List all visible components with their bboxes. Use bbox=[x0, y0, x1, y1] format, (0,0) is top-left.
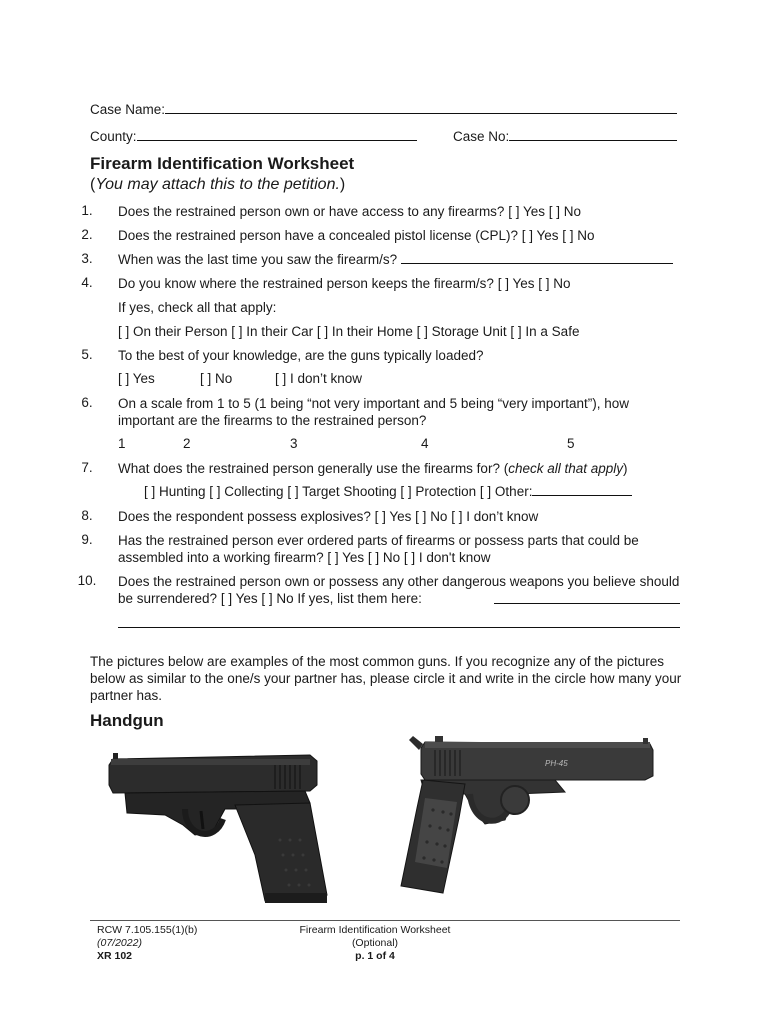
footer-rcw: RCW 7.105.155(1)(b) bbox=[97, 924, 198, 936]
glock-pistol-image[interactable] bbox=[105, 745, 340, 910]
subtitle-open: ( bbox=[90, 176, 96, 193]
intro-paragraph: The pictures below are examples of the most common guns. If you recognize any of the pictures below as similar to the one/s your partner has, please circle it and write in the circle how many your partner has. bbox=[90, 654, 682, 703]
section-heading-handgun: Handgun bbox=[90, 711, 164, 730]
loaded-no-option[interactable]: [ ] No bbox=[200, 371, 233, 386]
page-title: Firearm Identification Worksheet bbox=[90, 154, 355, 173]
question-text: Does the restrained person have a concealed pistol license (CPL)? [ ] Yes [ ] No bbox=[118, 228, 595, 243]
scale-option-4[interactable]: 4 bbox=[421, 436, 429, 451]
question-number: 8. bbox=[81, 508, 93, 523]
question-number: 4. bbox=[81, 275, 93, 290]
question-text: Does the respondent possess explosives? [ ] Yes [ ] No [ ] I don’t know bbox=[118, 509, 539, 524]
colt-1911-pistol-image[interactable] bbox=[395, 728, 660, 898]
county-field[interactable] bbox=[137, 140, 417, 141]
case-no-row bbox=[453, 129, 683, 144]
weapons-list-field-1[interactable] bbox=[494, 603, 680, 604]
footer-center bbox=[275, 924, 475, 963]
use-options-wrap bbox=[144, 484, 680, 499]
scale-option-1[interactable]: 1 bbox=[118, 436, 126, 451]
question-text: Do you know where the restrained person keeps the firearm/s? [ ] Yes [ ] No bbox=[118, 276, 571, 291]
question-number: 1. bbox=[81, 203, 93, 218]
question-text: Does the restrained person own or have access to any firearms? [ ] Yes [ ] No bbox=[118, 204, 581, 219]
question-text: Has the restrained person ever ordered parts of firearms or possess parts that could be assembled into a working firearm? [ ] Yes [ ] No [ ] I don't know bbox=[118, 533, 639, 565]
case-name-field[interactable] bbox=[165, 113, 677, 114]
county-label: County: bbox=[90, 129, 137, 144]
question-subtext: If yes, check all that apply: bbox=[118, 300, 277, 315]
question-text-wrap bbox=[118, 460, 680, 477]
question-text: What does the restrained person generally use the firearms for? ( bbox=[118, 461, 509, 476]
footer-form-number: XR 102 bbox=[97, 950, 133, 962]
loaded-dont-know-option[interactable]: [ ] I don’t know bbox=[275, 371, 363, 386]
footer-left bbox=[97, 924, 197, 963]
location-options[interactable]: [ ] On their Person [ ] In their Car [ ] In their Home [ ] Storage Unit [ ] In a Safe bbox=[118, 324, 580, 339]
use-options[interactable]: [ ] Hunting [ ] Collecting [ ] Target Shooting [ ] Protection [ ] Other: bbox=[144, 484, 533, 499]
scale-option-2[interactable]: 2 bbox=[183, 436, 191, 451]
question-number: 3. bbox=[81, 251, 93, 266]
loaded-yes-option[interactable]: [ ] Yes bbox=[118, 371, 155, 386]
case-no-field[interactable] bbox=[509, 140, 677, 141]
footer-date: (07/2022) bbox=[97, 937, 142, 949]
scale-option-5[interactable]: 5 bbox=[567, 436, 575, 451]
question-text: On a scale from 1 to 5 (1 being “not very important and 5 being “very important”), how important are the firearms to the restrained person? bbox=[118, 396, 629, 428]
question-text: When was the last time you saw the firearm/s? bbox=[118, 252, 398, 267]
scale-option-3[interactable]: 3 bbox=[290, 436, 298, 451]
gun-marking-text: PH-45 bbox=[545, 759, 568, 768]
last-seen-field[interactable] bbox=[401, 263, 673, 264]
question-text: Does the restrained person own or possess any other dangerous weapons you believe should be surrendered? [ ] Yes [ ] No If yes, list them here: bbox=[118, 574, 680, 606]
other-use-field[interactable] bbox=[532, 495, 632, 496]
question-number: 5. bbox=[81, 347, 93, 362]
footer-optional: (Optional) bbox=[351, 937, 399, 949]
page-subtitle bbox=[90, 176, 345, 194]
footer-title: Firearm Identification Worksheet bbox=[299, 924, 451, 936]
case-name-row bbox=[90, 102, 680, 117]
case-name-label: Case Name: bbox=[90, 102, 166, 117]
question-italic: check all that apply bbox=[508, 461, 624, 476]
footer-page-number: p. 1 of 4 bbox=[355, 950, 395, 962]
question-number: 6. bbox=[81, 395, 93, 410]
question-text: To the best of your knowledge, are the guns typically loaded? bbox=[118, 348, 484, 363]
question-number: 10. bbox=[77, 573, 97, 588]
question-number: 2. bbox=[81, 227, 93, 242]
footer-divider bbox=[90, 920, 680, 921]
question-text-wrap bbox=[118, 251, 680, 268]
weapons-list-field-2[interactable] bbox=[118, 627, 680, 628]
question-close: ) bbox=[623, 461, 628, 476]
subtitle-close: ) bbox=[339, 176, 346, 193]
subtitle-italic: You may attach this to the petition. bbox=[95, 176, 340, 193]
county-row bbox=[90, 129, 430, 144]
question-number: 9. bbox=[81, 532, 93, 547]
question-number: 7. bbox=[81, 460, 93, 475]
case-no-label: Case No: bbox=[453, 129, 510, 144]
